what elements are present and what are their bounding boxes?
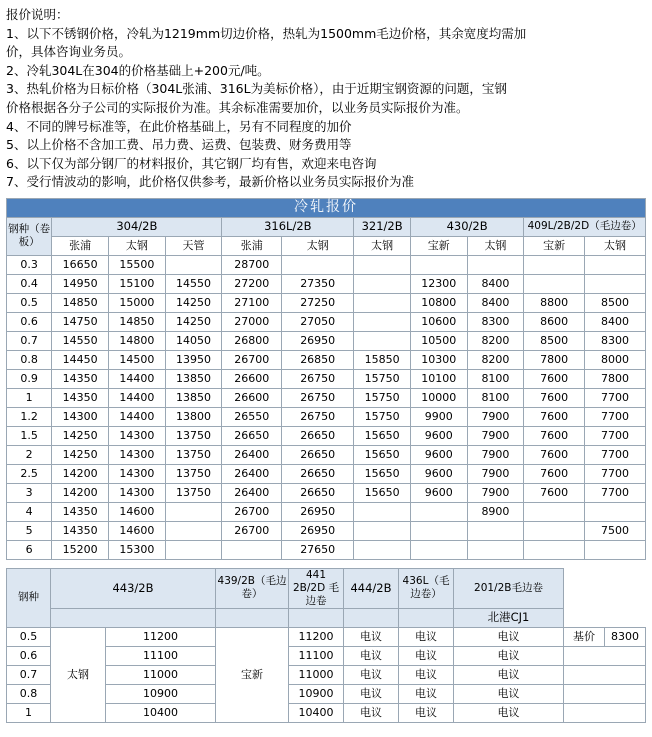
price-cell: 15200 [52,540,109,559]
table-row [7,369,646,388]
price-cell: 电议 [344,703,399,722]
mill-header-row [7,236,646,255]
price-cell: 14350 [52,369,109,388]
base-price-label: 基价 [564,627,605,646]
price-cell: 15650 [354,464,411,483]
price-cell: 8800 [524,293,585,312]
price-cell: 电议 [454,703,564,722]
price-cell: 26750 [282,388,354,407]
price-cell: 14200 [52,464,109,483]
price-cell: 14250 [165,293,222,312]
note-line: 价格根据各分子公司的实际报价为准。其余标准需要加价，以业务员实际报价为准。 [6,99,469,115]
price-cell: 电议 [399,684,454,703]
mill-header: 天管 [165,236,222,255]
price-cell: 8400 [467,274,524,293]
spec-cell: 1 [7,703,51,722]
price-cell: 14400 [109,369,166,388]
price-cell [410,502,467,521]
spec-cell: 0.4 [7,274,52,293]
price-cell: 14300 [109,483,166,502]
price-cell: 11000 [289,665,344,684]
spec-cell: 2.5 [7,464,52,483]
price-cell [524,540,585,559]
price-cell: 15650 [354,445,411,464]
group-316L: 316L/2B [222,217,354,236]
price-cell: 电议 [399,646,454,665]
price-cell [354,521,411,540]
price-cell: 9600 [410,464,467,483]
mill-header: 张浦 [52,236,109,255]
price-cell: 14200 [52,483,109,502]
ferritic-price-table [6,568,646,723]
price-cell: 7500 [585,521,646,540]
price-cell [165,521,222,540]
group-header-row [7,568,646,608]
price-cell: 14400 [109,407,166,426]
price-cell: 电议 [344,646,399,665]
price-cell: 26950 [282,331,354,350]
price-cell: 7700 [585,407,646,426]
price-cell: 14850 [109,312,166,331]
price-cell: 7600 [524,426,585,445]
table-row [7,426,646,445]
spec-cell: 4 [7,502,52,521]
price-cell: 8500 [524,331,585,350]
note-line: 1、以下不锈钢价格，冷轧为1219mm切边价格，热轧为1500mm毛边价格，其余宽度均需加 [6,25,527,41]
price-cell: 13750 [165,483,222,502]
price-cell [410,255,467,274]
table-row [7,627,646,646]
price-cell: 10600 [410,312,467,331]
mill-header: 太钢 [282,236,354,255]
price-cell: 15650 [354,483,411,502]
price-cell: 14050 [165,331,222,350]
price-cell: 14250 [52,445,109,464]
table-row [7,464,646,483]
price-cell: 26950 [282,502,354,521]
group-304: 304/2B [52,217,222,236]
group-430: 430/2B [410,217,523,236]
price-cell: 26650 [222,426,282,445]
spec-cell: 3 [7,483,52,502]
price-cell: 电议 [454,684,564,703]
group-201: 201/2B毛边卷 [454,568,564,608]
price-cell: 26700 [222,350,282,369]
price-cell: 28700 [222,255,282,274]
spec-cell: 1.5 [7,426,52,445]
price-cell: 15300 [109,540,166,559]
price-cell [354,502,411,521]
price-cell: 15000 [109,293,166,312]
base-price-value [564,703,646,722]
price-cell: 7800 [585,369,646,388]
price-cell: 15650 [354,426,411,445]
price-cell: 7800 [524,350,585,369]
price-cell: 14300 [52,407,109,426]
spec-cell: 0.7 [7,331,52,350]
price-cell: 26750 [282,407,354,426]
group-444-sub [344,608,399,627]
price-cell: 7900 [467,483,524,502]
price-cell: 7700 [585,464,646,483]
spec-cell: 0.8 [7,684,51,703]
price-cell: 10300 [410,350,467,369]
price-cell [354,274,411,293]
price-cell: 7900 [467,426,524,445]
price-cell: 13750 [165,445,222,464]
price-cell: 26650 [282,464,354,483]
table-row [7,312,646,331]
price-cell [524,274,585,293]
spec-cell: 0.5 [7,627,51,646]
base-price-value [564,684,646,703]
price-cell: 26550 [222,407,282,426]
price-cell: 9600 [410,426,467,445]
price-cell: 11200 [289,627,344,646]
price-cell: 14400 [109,388,166,407]
price-cell: 27050 [282,312,354,331]
price-cell: 10900 [289,684,344,703]
price-cell: 15750 [354,369,411,388]
group-409L: 409L/2B/2D（毛边卷） [524,217,646,236]
price-cell: 14300 [109,464,166,483]
price-cell: 26750 [282,369,354,388]
spec-cell: 0.6 [7,312,52,331]
note-line: 5、以上价格不含加工费、吊力费、运费、包装费、财务费用等 [6,137,352,153]
note-line: 4、不同的牌号标准等，在此价格基础上，另有不同程度的加价 [6,118,352,134]
group-321: 321/2B [354,217,411,236]
group-439: 439/2B（毛边卷） [216,568,289,608]
price-cell: 13850 [165,388,222,407]
price-cell: 9600 [410,445,467,464]
mill-header: 宝新 [410,236,467,255]
mill-header: 太钢 [354,236,411,255]
spec-cell: 2 [7,445,52,464]
spec-cell: 0.3 [7,255,52,274]
price-cell: 电议 [344,627,399,646]
table-row [7,540,646,559]
price-cell: 14800 [109,331,166,350]
group-441: 441 2B/2D 毛边卷 [289,568,344,608]
price-cell: 26700 [222,521,282,540]
price-cell: 26850 [282,350,354,369]
price-cell: 14250 [52,426,109,445]
price-cell: 27350 [282,274,354,293]
price-cell: 7600 [524,445,585,464]
group-441-sub [289,608,344,627]
price-cell: 7600 [524,483,585,502]
price-cell [585,502,646,521]
price-cell: 13850 [165,369,222,388]
table-row [7,407,646,426]
price-cell: 7700 [585,426,646,445]
price-cell: 26400 [222,483,282,502]
price-cell [354,331,411,350]
price-cell: 14550 [52,331,109,350]
group-439-sub [216,608,289,627]
price-cell: 7600 [524,388,585,407]
price-cell: 14500 [109,350,166,369]
price-cell: 14350 [52,521,109,540]
mill-cell-baoxin: 宝新 [216,627,289,722]
price-cell: 8100 [467,369,524,388]
table-row [7,274,646,293]
price-cell [410,540,467,559]
price-cell: 15500 [109,255,166,274]
price-cell: 14450 [52,350,109,369]
price-cell: 14300 [109,426,166,445]
group-444: 444/2B [344,568,399,608]
price-cell: 电议 [454,646,564,665]
price-cell: 14750 [52,312,109,331]
base-price-value: 8300 [605,627,646,646]
price-cell [585,255,646,274]
price-cell: 14850 [52,293,109,312]
price-cell: 11100 [289,646,344,665]
price-cell: 8200 [467,350,524,369]
price-cell: 电议 [454,665,564,684]
spec-cell: 0.6 [7,646,51,665]
price-cell [585,274,646,293]
table-row [7,521,646,540]
price-cell: 13950 [165,350,222,369]
note-line: 2、冷轧304L在304的价格基础上+200元/吨。 [6,62,270,78]
price-cell [467,540,524,559]
price-notes [0,0,652,194]
note-line: 7、受行情波动的影响，此价格仅供参考，最新价格以业务员实际报价为准 [6,174,414,190]
price-cell: 10100 [410,369,467,388]
price-cell [222,540,282,559]
price-cell: 14250 [165,312,222,331]
price-cell: 8400 [585,312,646,331]
price-cell: 电议 [454,627,564,646]
price-cell [467,255,524,274]
price-cell: 电议 [399,665,454,684]
price-cell [467,521,524,540]
price-cell: 26400 [222,445,282,464]
price-cell: 8100 [467,388,524,407]
price-cell: 26650 [282,426,354,445]
mill-header: 太钢 [585,236,646,255]
price-cell: 11000 [106,665,216,684]
price-cell [354,255,411,274]
price-cell: 7700 [585,483,646,502]
note-line: 6、以下仅为部分钢厂的材料报价，其它钢厂均有售，欢迎来电咨询 [6,155,377,171]
table-row [7,445,646,464]
price-cell: 27250 [282,293,354,312]
price-cell: 8300 [585,331,646,350]
price-cell: 13750 [165,464,222,483]
price-cell: 13750 [165,426,222,445]
price-cell: 10000 [410,388,467,407]
table-title: 冷轧报价 [7,198,646,217]
price-cell: 10800 [410,293,467,312]
price-cell [354,293,411,312]
price-cell: 7700 [585,445,646,464]
note-line: 3、热轧价格为日标价格（304L张浦、316L为美标价格），由于近期宝钢资源的问题，宝钢 [6,81,507,97]
mill-header: 太钢 [467,236,524,255]
spec-cell: 5 [7,521,52,540]
price-cell: 26600 [222,388,282,407]
spec-cell: 0.7 [7,665,51,684]
price-cell: 电议 [399,703,454,722]
table-row [7,483,646,502]
price-cell: 12300 [410,274,467,293]
table-row [7,255,646,274]
price-cell: 14550 [165,274,222,293]
table-row [7,331,646,350]
price-cell: 10400 [289,703,344,722]
price-cell: 15750 [354,388,411,407]
price-cell [524,521,585,540]
price-cell [165,540,222,559]
price-cell: 14600 [109,502,166,521]
group-header-row [7,217,646,236]
table-title-row [7,198,646,217]
mill-header: 张浦 [222,236,282,255]
sub-header-row [7,608,646,627]
price-cell: 8200 [467,331,524,350]
spec-cell: 6 [7,540,52,559]
group-443: 443/2B [51,568,216,608]
group-436L-sub [399,608,454,627]
price-cell: 26700 [222,502,282,521]
price-cell: 9600 [410,483,467,502]
price-cell: 7600 [524,407,585,426]
note-line: 价，具体咨询业务员。 [6,44,132,60]
price-cell: 14350 [52,502,109,521]
price-cell: 27000 [222,312,282,331]
price-cell: 27100 [222,293,282,312]
price-cell: 26650 [282,445,354,464]
price-cell: 8000 [585,350,646,369]
price-cell: 14350 [52,388,109,407]
price-cell: 13800 [165,407,222,426]
mill-cell-taigang: 太钢 [51,627,106,722]
steel-type-label: 钢种（卷板） [7,217,52,255]
table-row [7,388,646,407]
price-cell: 电议 [344,665,399,684]
price-cell [524,502,585,521]
price-cell: 7600 [524,369,585,388]
price-cell: 8300 [467,312,524,331]
mill-header: 太钢 [109,236,166,255]
price-cell: 10500 [410,331,467,350]
price-cell: 8900 [467,502,524,521]
price-cell: 7900 [467,445,524,464]
steel-type-label: 钢种 [7,568,51,627]
group-436L: 436L（毛边卷） [399,568,454,608]
price-cell [165,255,222,274]
price-cell: 15850 [354,350,411,369]
table-row [7,350,646,369]
price-cell: 26950 [282,521,354,540]
price-cell: 14950 [52,274,109,293]
spec-cell: 1.2 [7,407,52,426]
price-cell: 电议 [344,684,399,703]
price-cell: 27200 [222,274,282,293]
price-cell: 14600 [109,521,166,540]
price-cell: 16650 [52,255,109,274]
price-cell: 14300 [109,445,166,464]
price-cell: 9900 [410,407,467,426]
price-cell [524,255,585,274]
price-cell: 7900 [467,407,524,426]
cold-rolled-price-table [6,198,646,560]
price-cell: 11100 [106,646,216,665]
price-cell: 8500 [585,293,646,312]
spec-cell: 0.9 [7,369,52,388]
price-cell: 26600 [222,369,282,388]
spec-cell: 0.5 [7,293,52,312]
note-heading: 报价说明： [6,7,69,22]
mill-header: 宝新 [524,236,585,255]
price-cell: 26400 [222,464,282,483]
price-cell [165,502,222,521]
price-cell: 26650 [282,483,354,502]
price-cell: 15750 [354,407,411,426]
price-cell: 10400 [106,703,216,722]
price-cell [354,312,411,331]
price-cell [410,521,467,540]
price-cell: 26800 [222,331,282,350]
price-cell [354,540,411,559]
spec-cell: 0.8 [7,350,52,369]
price-cell: 7600 [524,464,585,483]
base-price-value [564,646,646,665]
beigang-label: 北港CJ1 [454,608,564,627]
price-cell: 电议 [399,627,454,646]
price-cell: 8400 [467,293,524,312]
price-cell: 7900 [467,464,524,483]
base-price-value [564,665,646,684]
price-cell: 10900 [106,684,216,703]
table-row [7,502,646,521]
table-row [7,293,646,312]
price-cell: 7700 [585,388,646,407]
price-cell: 11200 [106,627,216,646]
price-cell [282,255,354,274]
price-cell: 27650 [282,540,354,559]
spec-cell: 1 [7,388,52,407]
group-443-sub [51,608,216,627]
price-cell: 8600 [524,312,585,331]
price-cell: 15100 [109,274,166,293]
price-cell [585,540,646,559]
